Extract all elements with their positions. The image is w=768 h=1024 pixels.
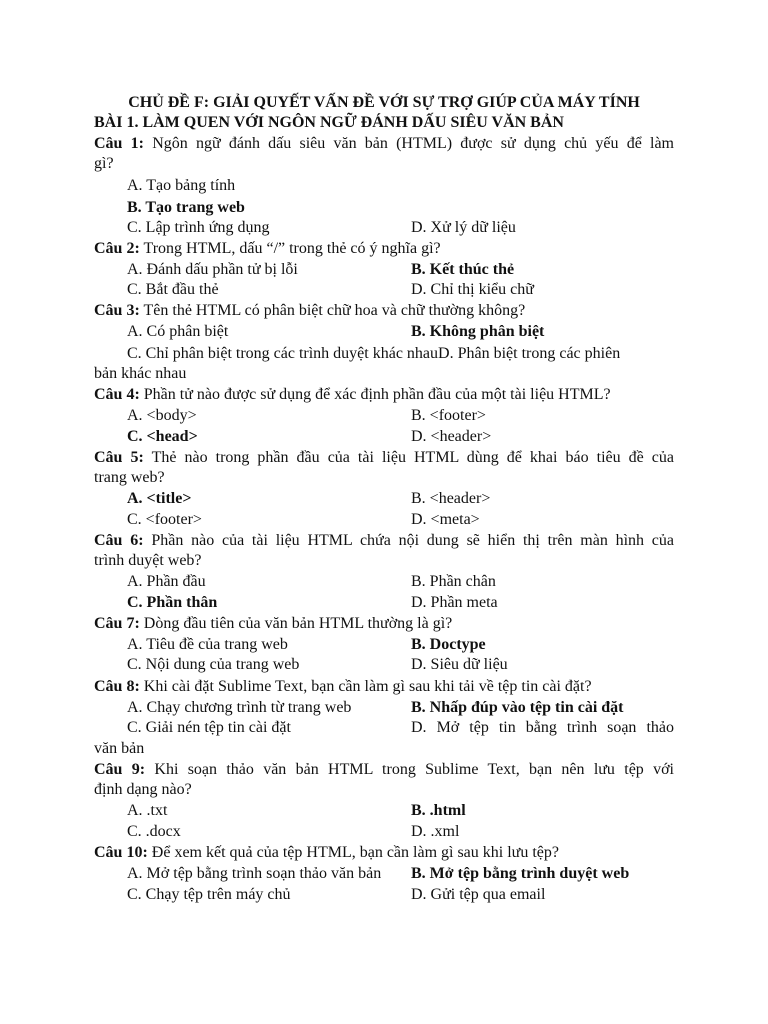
q10-option-c: C. Chạy tệp trên máy chủ: [127, 886, 291, 903]
q1-option-d: D. Xử lý dữ liệu: [411, 219, 516, 236]
q5-option-c: C. <footer>: [127, 511, 202, 528]
question-3-line-1: Câu 3: Tên thẻ HTML có phân biệt chữ hoa và chữ thường không?: [94, 302, 526, 319]
q4-option-d: D. <header>: [411, 428, 492, 445]
q8-option-d-line-1: D. Mở tệp tin bằng trình soạn thảo: [411, 719, 674, 736]
q2-option-d: D. Chỉ thị kiểu chữ: [411, 281, 534, 298]
q4-option-b: B. <footer>: [411, 407, 486, 424]
question-5-line-2: trang web?: [94, 469, 165, 486]
q6-option-a: A. Phần đầu: [127, 573, 206, 590]
question-2-line-1: Câu 2: Trong HTML, dấu “/” trong thẻ có ý nghĩa gì?: [94, 240, 441, 257]
q8-option-d-line-2: văn bản: [94, 740, 145, 757]
q8-option-a: A. Chạy chương trình từ trang web: [127, 699, 352, 716]
q3-option-b: B. Không phân biệt: [411, 323, 545, 340]
question-1-line-2: gì?: [94, 155, 114, 172]
q2-option-c: C. Bắt đầu thẻ: [127, 281, 219, 298]
q7-option-c: C. Nội dung của trang web: [127, 656, 300, 673]
q9-option-b: B. .html: [411, 802, 466, 819]
q10-option-d: D. Gửi tệp qua email: [411, 886, 546, 903]
question-8-line-1: Câu 8: Khi cài đặt Sublime Text, bạn cần làm gì sau khi tải về tệp tin cài đặt?: [94, 678, 592, 695]
q2-option-a: A. Đánh dấu phần tử bị lỗi: [127, 261, 298, 278]
q1-option-a: A. Tạo bảng tính: [127, 177, 236, 194]
question-5-line-1: Câu 5: Thẻ nào trong phần đầu của tài liệu HTML dùng để khai báo tiêu đề của: [94, 449, 675, 466]
q4-option-c: C. <head>: [127, 428, 198, 445]
q3-option-a: A. Có phân biệt: [127, 323, 229, 340]
q4-option-a: A. <body>: [127, 407, 197, 424]
question-9-line-1: Câu 9: Khi soạn thảo văn bản HTML trong Sublime Text, bạn nên lưu tệp với: [94, 761, 675, 778]
q9-option-c: C. .docx: [127, 823, 181, 840]
q6-option-b: B. Phần chân: [411, 573, 496, 590]
q10-option-a: A. Mở tệp bằng trình soạn thảo văn bản: [127, 865, 382, 882]
q3-option-c-line-1: C. Chỉ phân biệt trong các trình duyệt khác nhauD. Phân biệt trong các phiên: [127, 345, 621, 362]
q7-option-b: B. Doctype: [411, 636, 486, 653]
q8-option-c: C. Giải nén tệp tin cài đặt: [127, 719, 291, 736]
question-4-line-1: Câu 4: Phần tử nào được sử dụng để xác định phần đầu của một tài liệu HTML?: [94, 386, 611, 403]
q6-option-c: C. Phần thân: [127, 594, 218, 611]
q10-option-b: B. Mở tệp bằng trình duyệt web: [411, 865, 630, 882]
q9-option-a: A. .txt: [127, 802, 168, 819]
q3-option-c-line-2: bản khác nhau: [94, 365, 187, 382]
q5-option-d: D. <meta>: [411, 511, 480, 528]
chapter-title: CHỦ ĐỀ F: GIẢI QUYẾT VẤN ĐỀ VỚI SỰ TRỢ GIÚP CỦA MÁY TÍNH: [128, 94, 640, 111]
q8-option-b: B. Nhấp đúp vào tệp tin cài đặt: [411, 699, 624, 716]
q6-option-d: D. Phần meta: [411, 594, 498, 611]
q2-option-b: B. Kết thúc thẻ: [411, 261, 515, 278]
question-9-line-2: định dạng nào?: [94, 781, 192, 798]
q1-option-b: B. Tạo trang web: [127, 199, 245, 216]
q9-option-d: D. .xml: [411, 823, 460, 840]
q7-option-d: D. Siêu dữ liệu: [411, 656, 508, 673]
question-1-line-1: Câu 1: Ngôn ngữ đánh dấu siêu văn bản (HTML) được sử dụng chủ yếu để làm: [94, 135, 674, 152]
q5-option-b: B. <header>: [411, 490, 491, 507]
lesson-title: BÀI 1. LÀM QUEN VỚI NGÔN NGỮ ĐÁNH DẤU SIÊU VĂN BẢN: [94, 114, 564, 131]
question-6-line-1: Câu 6: Phần nào của tài liệu HTML chứa nội dung sẽ hiển thị trên màn hình của: [94, 532, 675, 549]
question-10-line-1: Câu 10: Để xem kết quả của tệp HTML, bạn cần làm gì sau khi lưu tệp?: [94, 844, 559, 861]
q5-option-a: A. <title>: [127, 490, 192, 507]
question-6-line-2: trình duyệt web?: [94, 552, 202, 569]
question-7-line-1: Câu 7: Dòng đầu tiên của văn bản HTML thường là gì?: [94, 615, 453, 632]
q7-option-a: A. Tiêu đề của trang web: [127, 636, 288, 653]
q1-option-c: C. Lập trình ứng dụng: [127, 219, 270, 236]
